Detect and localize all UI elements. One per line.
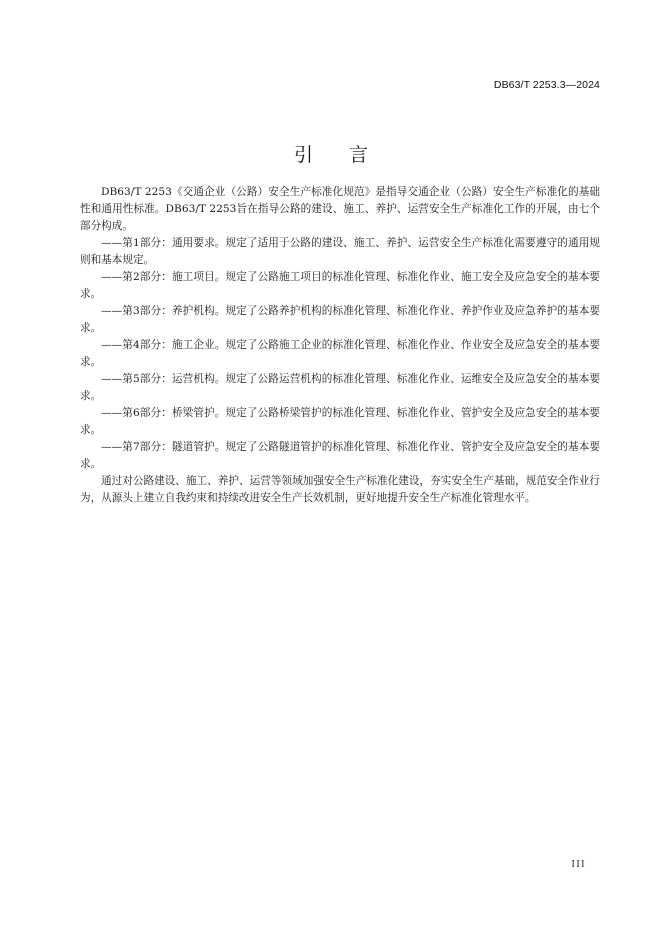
introduction-body [80, 184, 600, 507]
paragraph-part-7: ——第7部分：隧道管护。规定了公路隧道管护的标准化管理、标准化作业、管护安全及应急安全的基本要求。 [80, 441, 600, 470]
paragraph-part-3: ——第3部分：养护机构。规定了公路养护机构的标准化管理、标准化作业、养护作业及应急养护的基本要求。 [80, 305, 600, 334]
page-title: 引言 [293, 144, 404, 166]
paragraph-overview: DB63/T 2253《交通企业（公路）安全生产标准化规范》是指导交通企业（公路）安全生产标准化的基础性和通用性标准。DB63/T 2253旨在指导公路的建设、施工、养护、运营安全生产标准化工作的开展，由七个部分构成。 [80, 186, 600, 232]
paragraph-part-4: ——第4部分：施工企业。规定了公路施工企业的标准化管理、标准化作业、作业安全及应急安全的基本要求。 [80, 339, 600, 368]
document-code: DB63/T 2253.3—2024 [493, 79, 600, 91]
paragraph-part-1: ——第1部分：通用要求。规定了适用于公路的建设、施工、养护、运营安全生产标准化需要遵守的通用规则和基本规定。 [80, 237, 600, 266]
paragraph-part-2: ——第2部分：施工项目。规定了公路施工项目的标准化管理、标准化作业、施工安全及应急安全的基本要求。 [80, 271, 600, 300]
page-number: III [571, 859, 586, 870]
paragraph-part-6: ——第6部分：桥梁管护。规定了公路桥梁管护的标准化管理、标准化作业、管护安全及应急安全的基本要求。 [80, 407, 600, 436]
paragraph-part-5: ——第5部分：运营机构。规定了公路运营机构的标准化管理、标准化作业、运维安全及应急安全的基本要求。 [80, 373, 600, 402]
paragraph-conclusion: 通过对公路建设、施工、养护、运营等领域加强安全生产标准化建设，夯实安全生产基础，规范安全作业行为，从源头上建立自我约束和持续改进安全生产长效机制，更好地提升安全生产标准化管理水平。 [80, 475, 600, 504]
